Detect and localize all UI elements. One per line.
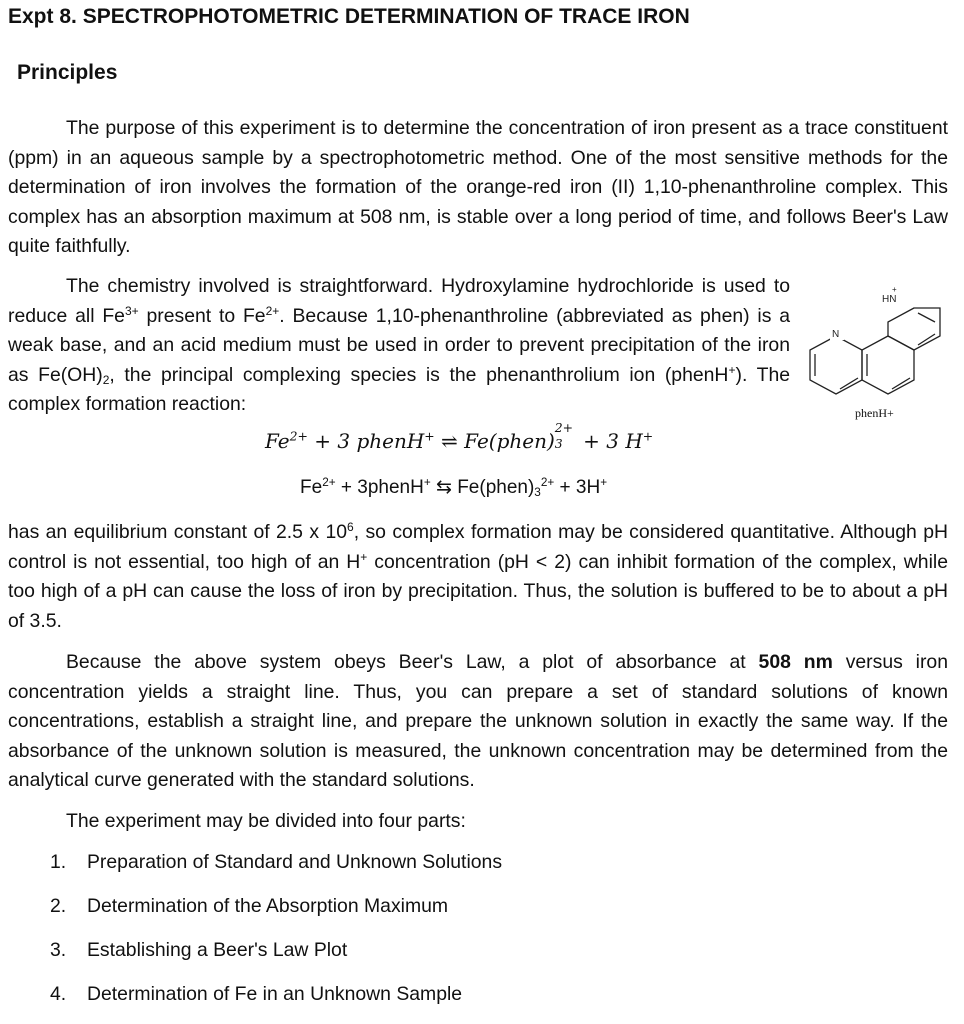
hn-charge: + (892, 285, 897, 294)
equation-text: $Fe^{2+}$ + 3phenH+ ⇆ $Fe(phen)_3^{2+} + 3H^+$ (300, 475, 608, 499)
hn-label: HN (882, 294, 897, 305)
paragraph-equilibrium (8, 518, 948, 636)
molecule-label: phenH+ (855, 406, 894, 420)
paragraph-intro (8, 114, 948, 262)
ring-middle (862, 336, 914, 394)
paragraph-equilibrium-text: has an equilibrium constant of 2.5 x $10^6$, so complex formation may be considered quantitative. Although pH control is not essential, too high of an H+ concentration (pH < 2) can inhibit formation of the complex, while too high of a pH can cause the loss of iron by precipitation. Thus, the solution is buffered to be to about a pH of 3.5. (8, 519, 948, 632)
paragraph-beers-law (8, 648, 948, 796)
section-heading: Principles (17, 61, 118, 84)
ring-left (810, 336, 862, 394)
paragraph-chemistry (8, 272, 790, 420)
paragraph-chemistry-text: The chemistry involved is straightforward. Hydroxylamine hydrochloride is used to reduce all $Fe^{3+}$ present to $Fe^{2+}$. Because 1,10-phenanthroline (abbreviated as phen) is a weak base, and an acid medium must be used in order to prevent precipitation of the iron as $Fe(OH)_2$, the principal complexing species is the phenanthrolium ion (phenH+). The complex formation reaction: (8, 275, 791, 415)
paragraph-beers-law-text: Because the above system obeys Beer's Law, a plot of absorbance at 508 nm versus iron concentration yields a straight line. Thus, you can prepare a set of standard solutions of known concentrations, establish a straight line, and prepare the unknown solution in exactly the same way. If the absorbance of the unknown solution is measured, the unknown concentration may be determined from the analytical curve generated with the standard solutions. (8, 651, 948, 791)
paragraph-intro-text: The purpose of this experiment is to determine the concentration of iron present as a trace constituent (ppm) in an aqueous sample by a spectrophotometric method. One of the most sensitive methods for the determination of iron involves the formation of the orange-red iron (II) 1,10-phenanthroline complex. This complex has an absorption maximum at 508 nm, is stable over a long period of time, and follows Beer's Law quite faithfully. (8, 117, 948, 257)
ring-right (888, 308, 940, 350)
parts-intro: The experiment may be divided into four parts: (66, 810, 466, 832)
nitrogen-label: N (832, 329, 840, 340)
document-title: Expt 8. SPECTROPHOTOMETRIC DETERMINATION OF TRACE IRON (8, 5, 690, 28)
equation-math: $Fe^{2+} + 3$ phenH+ ⇌ Fe(phen) 2+ 3 + 3 H+ (265, 420, 654, 453)
